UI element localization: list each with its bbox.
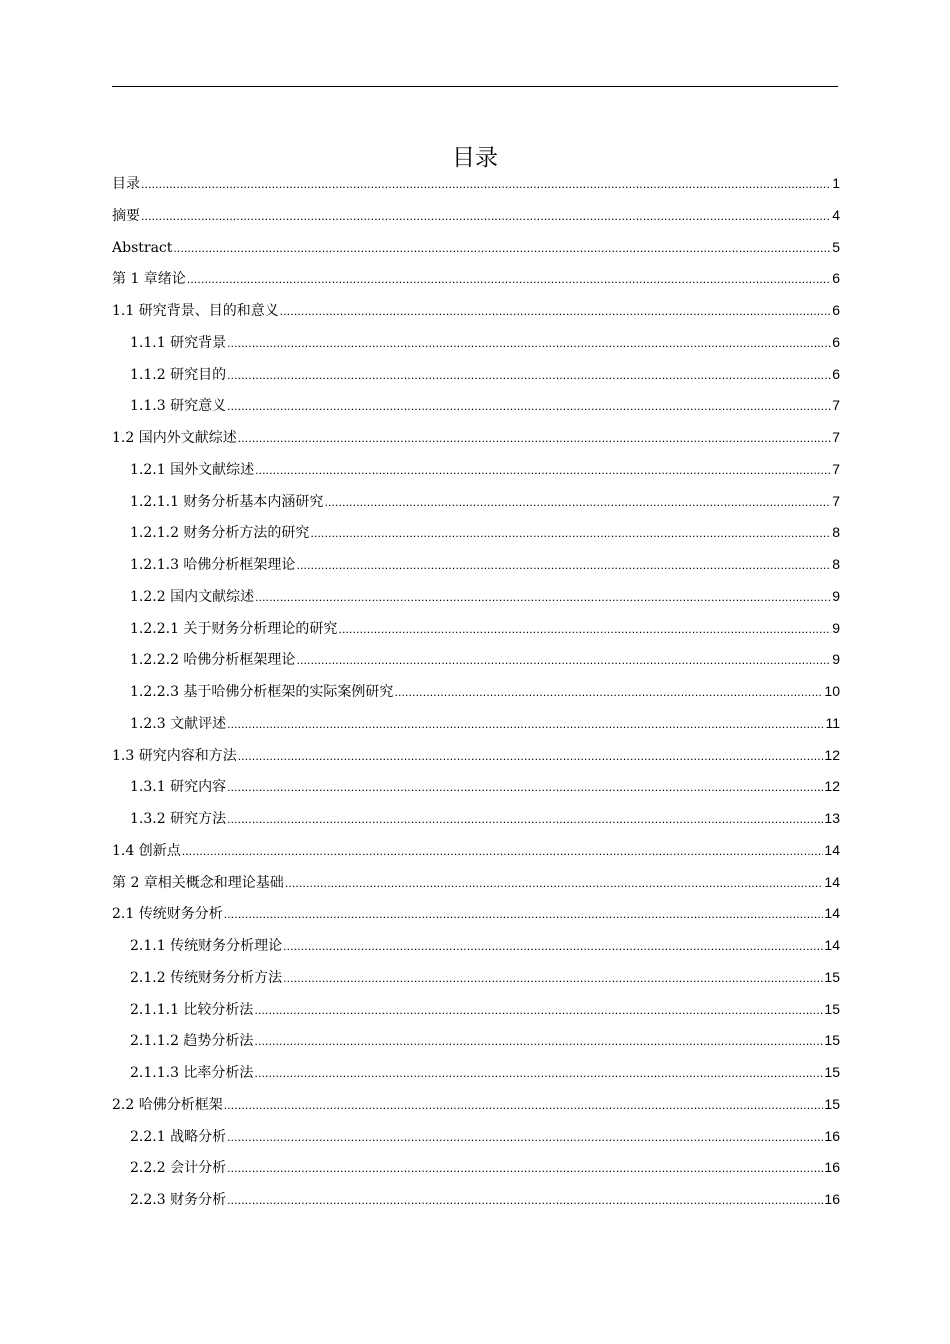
toc-entry[interactable] (112, 835, 840, 867)
toc-entry[interactable] (112, 1025, 840, 1057)
toc-entry-page-number: 15 (824, 968, 840, 985)
toc-dot-leader (227, 328, 831, 360)
toc-dot-leader (227, 391, 831, 423)
toc-entry-text: 2.1.2 传统财务分析方法 (130, 969, 283, 986)
toc-dot-leader (173, 233, 831, 265)
toc-dot-leader (224, 1090, 824, 1122)
toc-entry[interactable] (112, 867, 840, 899)
toc-entry-page-number: 7 (832, 429, 840, 445)
toc-entry[interactable] (112, 1184, 840, 1216)
toc-entry[interactable] (112, 1057, 840, 1089)
toc-entry-page-number: 14 (824, 905, 840, 922)
toc-dot-leader (227, 1153, 823, 1185)
toc-entry[interactable] (112, 771, 840, 803)
toc-entry-text: 2.1.1 传统财务分析理论 (130, 938, 283, 954)
toc-dot-leader (394, 677, 823, 709)
toc-dot-leader (224, 899, 824, 931)
toc-entry-page-number: 15 (824, 1064, 840, 1080)
toc-entry[interactable] (112, 168, 840, 200)
toc-dot-leader (141, 201, 831, 233)
toc-entry-text: 1.2.2.2 哈佛分析框架理论 (130, 652, 296, 669)
toc-entry-page-number: 14 (824, 841, 840, 858)
toc-entry[interactable] (112, 803, 840, 835)
toc-entry-text: 1.2.1.1 财务分析基本内涵研究 (130, 493, 324, 510)
toc-entry-page-number: 16 (824, 1191, 840, 1207)
toc-list (112, 168, 840, 1216)
toc-entry[interactable] (112, 454, 840, 486)
toc-entry-page-number: 1 (832, 175, 840, 191)
toc-entry-page-number: 12 (824, 746, 840, 763)
toc-entry-page-number: 4 (832, 206, 840, 223)
toc-dot-leader (283, 963, 823, 995)
toc-entry-text: 2.1.1.3 比率分析法 (130, 1065, 254, 1081)
toc-entry-text: 1.4 创新点 (112, 842, 181, 859)
toc-entry-text: 2.1 传统财务分析 (112, 906, 223, 923)
toc-dot-leader (182, 836, 824, 868)
toc-entry-text: 1.3 研究内容和方法 (112, 747, 237, 764)
toc-entry[interactable] (112, 422, 840, 454)
toc-entry[interactable] (112, 1121, 840, 1153)
toc-dot-leader (227, 709, 824, 741)
toc-entry-page-number: 7 (832, 397, 840, 414)
toc-entry-text: 1.2.1.2 财务分析方法的研究 (130, 525, 310, 542)
toc-entry-page-number: 6 (832, 333, 840, 350)
toc-entry-text: 2.1.1.2 趋势分析法 (130, 1033, 254, 1050)
toc-entry-page-number: 10 (824, 683, 840, 699)
toc-title: 目录 (452, 145, 498, 171)
toc-entry-text: 1.2.1.3 哈佛分析框架理论 (130, 557, 296, 573)
toc-entry[interactable] (112, 517, 840, 549)
toc-entry-page-number: 15 (824, 1032, 840, 1049)
toc-entry-text: 1.1.2 研究目的 (130, 366, 227, 383)
toc-entry-page-number: 15 (824, 1095, 840, 1112)
header-rule (112, 86, 838, 87)
toc-entry[interactable] (112, 327, 840, 359)
toc-entry[interactable] (112, 549, 840, 581)
toc-entry-text: 1.2.2 国内文献综述 (130, 588, 255, 605)
toc-entry-page-number: 16 (824, 1159, 840, 1176)
toc-entry-text: 1.2 国内外文献综述 (112, 430, 237, 446)
toc-dot-leader (310, 518, 831, 550)
toc-entry[interactable] (112, 581, 840, 613)
toc-entry-page-number: 11 (825, 714, 840, 731)
toc-entry-text: 第 2 章相关概念和理论基础 (112, 874, 284, 891)
toc-entry-page-number: 6 (832, 270, 840, 287)
toc-entry-page-number: 16 (824, 1127, 840, 1144)
toc-entry-page-number: 8 (832, 524, 840, 541)
toc-entry[interactable] (112, 263, 840, 295)
toc-dot-leader (255, 582, 831, 614)
toc-entry[interactable] (112, 708, 840, 740)
toc-entry-text: 1.2.2.3 基于哈佛分析框架的实际案例研究 (130, 684, 394, 700)
toc-dot-leader (338, 614, 831, 646)
toc-entry-text: 2.1.1.1 比较分析法 (130, 1001, 254, 1018)
toc-entry-page-number: 5 (832, 238, 840, 255)
toc-dot-leader (238, 741, 824, 773)
toc-entry-page-number: 9 (832, 651, 840, 668)
toc-entry-text: 目录 (112, 176, 140, 192)
toc-entry[interactable] (112, 486, 840, 518)
toc-dot-leader (285, 868, 824, 900)
toc-dot-leader (296, 550, 831, 582)
toc-entry[interactable] (112, 613, 840, 645)
toc-entry-text: Abstract (112, 239, 173, 256)
toc-entry-page-number: 6 (832, 365, 840, 382)
toc-entry[interactable] (112, 232, 840, 264)
toc-entry-page-number: 12 (824, 778, 840, 795)
toc-entry-text: 1.2.1 国外文献综述 (130, 461, 255, 478)
toc-entry[interactable] (112, 962, 840, 994)
toc-entry-page-number: 14 (824, 937, 840, 953)
toc-entry-text: 1.2.3 文献评述 (130, 715, 227, 732)
toc-entry[interactable] (112, 644, 840, 676)
toc-entry-page-number: 6 (832, 302, 840, 318)
toc-entry-page-number: 7 (832, 492, 840, 509)
toc-entry-text: 2.2 哈佛分析框架 (112, 1096, 223, 1113)
toc-dot-leader (227, 804, 823, 836)
toc-entry-text: 1.3.2 研究方法 (130, 811, 227, 827)
toc-entry[interactable] (112, 740, 840, 772)
toc-entry[interactable] (112, 200, 840, 232)
toc-entry[interactable] (112, 994, 840, 1026)
toc-dot-leader (227, 360, 831, 392)
toc-dot-leader (254, 1058, 823, 1090)
toc-dot-leader (254, 1026, 823, 1058)
toc-entry-text: 2.2.3 财务分析 (130, 1192, 227, 1208)
toc-entry-page-number: 14 (824, 873, 840, 890)
toc-entry-page-number: 8 (832, 556, 840, 572)
toc-entry[interactable] (112, 898, 840, 930)
toc-entry[interactable] (112, 1152, 840, 1184)
toc-entry-text: 2.2.2 会计分析 (130, 1160, 227, 1177)
toc-entry-text: 1.1.1 研究背景 (130, 334, 227, 351)
toc-dot-leader (280, 296, 831, 328)
toc-entry-text: 1.3.1 研究内容 (130, 779, 227, 796)
toc-entry-text: 1.1 研究背景、目的和意义 (112, 303, 279, 319)
toc-entry-page-number: 9 (832, 587, 840, 604)
toc-entry-page-number: 15 (824, 1000, 840, 1017)
toc-entry-text: 第 1 章绪论 (112, 271, 186, 288)
toc-dot-leader (141, 169, 831, 201)
toc-dot-leader (283, 931, 823, 963)
toc-entry-text: 1.2.2.1 关于财务分析理论的研究 (130, 620, 338, 637)
toc-entry[interactable] (112, 930, 840, 962)
toc-entry-page-number: 9 (832, 619, 840, 636)
toc-entry-text: 1.1.3 研究意义 (130, 398, 227, 415)
toc-entry[interactable] (112, 1089, 840, 1121)
toc-entry-page-number: 13 (824, 810, 840, 826)
toc-entry-text: 摘要 (112, 207, 140, 224)
toc-dot-leader (296, 645, 831, 677)
toc-dot-leader (227, 772, 823, 804)
toc-entry[interactable] (112, 359, 840, 391)
toc-dot-leader (227, 1122, 823, 1154)
toc-dot-leader (324, 487, 831, 519)
toc-dot-leader (254, 995, 823, 1027)
toc-entry[interactable] (112, 390, 840, 422)
toc-entry-page-number: 7 (832, 460, 840, 477)
toc-entry[interactable] (112, 676, 840, 708)
toc-entry-text: 2.2.1 战略分析 (130, 1128, 227, 1145)
toc-dot-leader (227, 1185, 823, 1217)
toc-dot-leader (238, 423, 831, 455)
toc-dot-leader (255, 455, 831, 487)
toc-dot-leader (187, 264, 831, 296)
toc-entry[interactable] (112, 295, 840, 327)
